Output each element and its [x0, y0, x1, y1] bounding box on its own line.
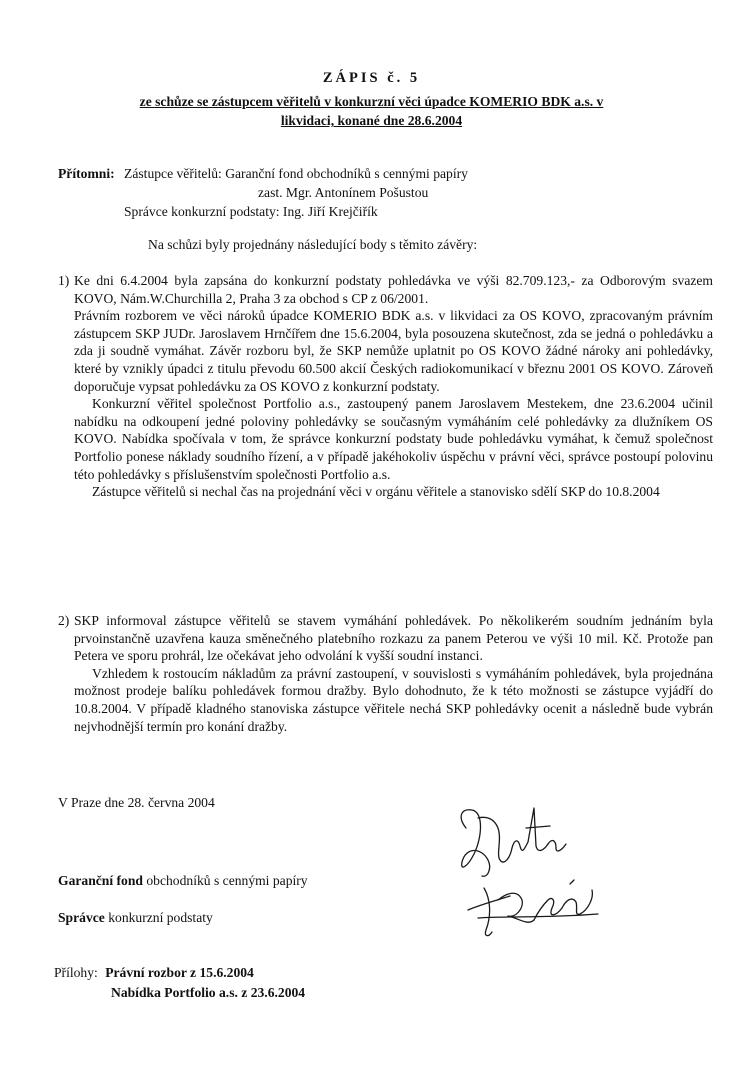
- attachments-block: [54, 963, 305, 1003]
- agenda-paragraph: Vzhledem k rostoucím nákladům za právní zastoupení, v souvislosti s vymáháním pohledávek, byla projednána možnost prodeje balíku pohledávek formou dražby. Bylo dohodnuto, že k této možnosti se zástupce vyjádří do 10.8.2004. V případě kladného stanoviska zástupce věřitele nechá SKP pohledávky ocenit a následně bude vybrán nejvhodnější termín pro konání dražby.: [74, 665, 713, 734]
- attachment-1: Právní rozbor z 15.6.2004: [105, 965, 254, 980]
- agenda-paragraph: Ke dni 6.4.2004 byla zapsána do konkurzní podstaty pohledávka ve výši 82.709.123,- za Odborovým svazem KOVO, Nám.W.Churchilla 2, Praha 3 za obchod s CP z 06/2001.: [74, 273, 713, 306]
- place-and-date: V Praze dne 28. června 2004: [58, 795, 215, 810]
- attachments-label: Přílohy:: [54, 965, 98, 980]
- administrator: Správce konkurzní podstaty: Ing. Jiří Krejčiřík: [124, 204, 378, 219]
- agenda-item-number: 1): [58, 273, 70, 288]
- signatory-creditor: [58, 873, 308, 889]
- signatory-administrator-bold: Správce: [58, 910, 105, 925]
- attachment-2: Nabídka Portfolio a.s. z 23.6.2004: [111, 985, 306, 1000]
- attendees-block: [58, 164, 698, 221]
- agenda-item-1: [58, 272, 713, 501]
- creditors-representative: Zástupce věřitelů: Garanční fond obchodníků s cennými papíry: [124, 166, 468, 181]
- agenda-item-number: 2): [58, 613, 70, 628]
- document-title: ZÁPIS č. 5: [322, 70, 421, 86]
- attendees-label: Přítomni:: [58, 166, 115, 181]
- subtitle-line-1: ze schůze se zástupcem věřitelů v konkurzní věci úpadce KOMERIO BDK a.s. v: [139, 94, 604, 109]
- subtitle-line-2: likvidaci, konané dne 28.6.2004: [280, 113, 463, 128]
- agenda-paragraph: Konkurzní věřitel společnost Portfolio a.s., zastoupený panem Jaroslavem Mestekem, dne 23.6.2004 učinil nabídku na odkoupení jedné poloviny pohledávky se současným vymáháním celé pohledávky za dlužníkem OS KOVO. Nabídka spočívala v tom, že správce konkurzní podstaty bude pohledávku vymáhat, k čemuž společnost Portfolio ponese náklady soudního řízení, a v případě jakéhokoliv úspěchu v právní věci, správce postoupí polovinu této pohledávky s příslušenstvím společnosti Portfolio a.s.: [74, 396, 713, 482]
- intro-text: Na schůzi byly projednány následující body s těmito závěry:: [148, 237, 478, 252]
- signatory-administrator: [58, 910, 213, 926]
- represented-by: zast. Mgr. Antonínem Pošustou: [258, 185, 429, 200]
- handwritten-signatures: [438, 788, 618, 948]
- signatory-creditor-rest: obchodníků s cennými papíry: [142, 873, 308, 888]
- agenda-paragraph: Zástupce věřitelů si nechal čas na projednání věci v orgánu věřitele a stanovisko sdělí SKP do 10.8.2004: [92, 484, 660, 500]
- agenda-paragraph: SKP informoval zástupce věřitelů se stavem vymáhání pohledávek. Po několikerém soudním jednáním byla prvoinstančně uzavřena kauza směnečného platebního rozkazu za panem Peterou ve výši 10 mil. Kč. Protože pan Petera ve sporu prohrál, lze očekávat jeho odvolání k vyšší soudní instanci.: [74, 613, 713, 664]
- agenda-item-2: [58, 612, 713, 735]
- document-subtitle: [70, 92, 673, 130]
- signatory-administrator-rest: konkurzní podstaty: [104, 910, 213, 925]
- agenda-paragraph: Právním rozborem ve věci nároků úpadce KOMERIO BDK a.s. v likvidaci za OS KOVO, zpracovaným právním zástupcem SKP JUDr. Jaroslavem Hrnčířem dne 15.6.2004, byla posouzena skutečnost, zda se jedná o pohledávku a zda ji soudně vymáhat. Závěr rozboru byl, že SKP nemůže uplatnit po OS KOVO žádné nároky ani pohledávky, které by vznikly úpadci z titulu převodu 60.500 akcií Českých radiokomunikací v březnu 2001 OS KOVO. Zároveň doporučuje vypsat pohledávku za OS KOVO z konkurzní podstaty.: [74, 308, 713, 394]
- signatory-creditor-bold: Garanční fond: [58, 873, 143, 888]
